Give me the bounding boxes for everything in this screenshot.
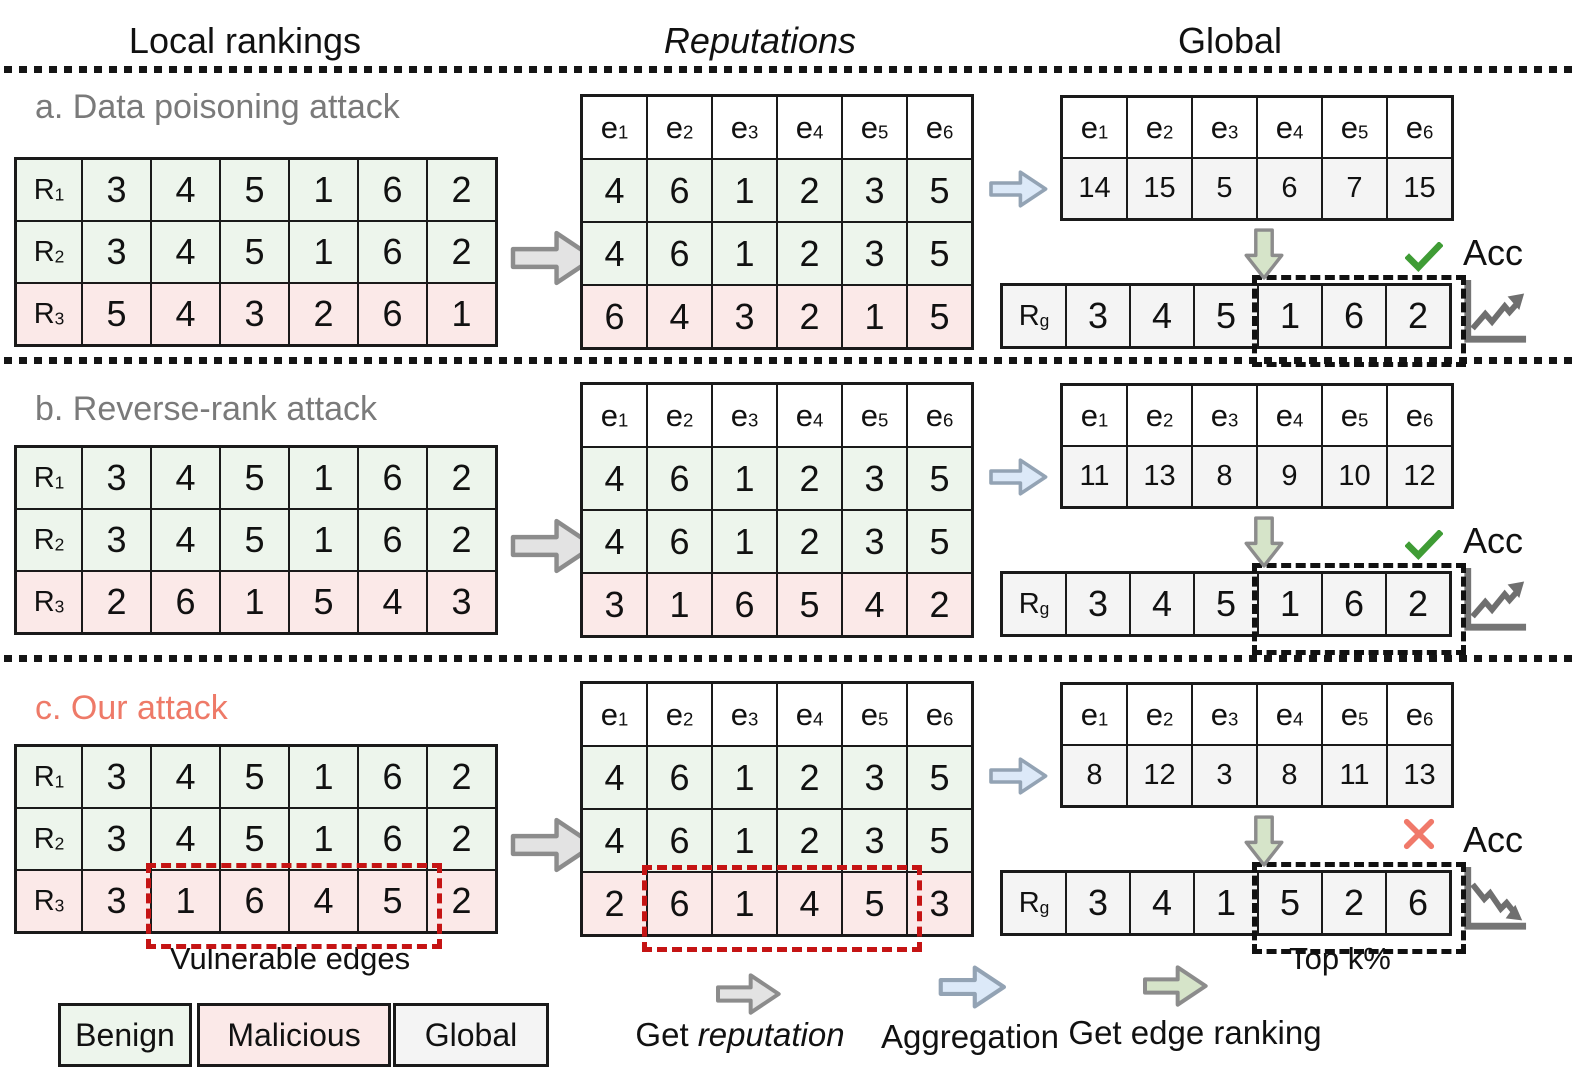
table-cell: e 3	[1193, 685, 1256, 744]
table-cell: 4	[778, 873, 841, 934]
column-title-reputations: Reputations	[663, 20, 857, 61]
table-cell: 6	[152, 572, 219, 632]
table-cell: 1	[290, 510, 357, 570]
check-icon	[1405, 530, 1443, 560]
table-cell: 5	[359, 871, 426, 931]
table-cell: e 2	[1128, 98, 1191, 157]
table-cell: 5	[221, 510, 288, 570]
table-cell: 1	[713, 160, 776, 221]
table-cell: 5	[908, 286, 971, 347]
table-cell: 8	[1258, 746, 1321, 805]
table-cell: 6	[1258, 159, 1321, 218]
table-cell: 2	[428, 448, 495, 508]
table-cell: 2	[428, 809, 495, 869]
table-cell: R 2	[17, 809, 81, 869]
get-edge-ranking-arrow-icon	[1242, 516, 1286, 568]
table-cell: 2	[428, 510, 495, 570]
table-cell: R 3	[17, 871, 81, 931]
table-cell: 5	[221, 809, 288, 869]
top-k-caption: Top k%	[1289, 941, 1391, 976]
table-cell: e 6	[908, 97, 971, 158]
local-rankings-table	[14, 157, 498, 347]
table-cell: R g	[1003, 873, 1065, 933]
table-cell: e 2	[648, 684, 711, 745]
table-cell: 3	[1193, 746, 1256, 805]
table-cell: 5	[1195, 286, 1257, 346]
table-cell: 3	[1067, 574, 1129, 634]
table-cell: e 6	[1388, 98, 1451, 157]
table-cell: 3	[843, 747, 906, 808]
table-cell: 4	[290, 871, 357, 931]
section-data-poisoning-attack	[0, 72, 1578, 372]
table-cell: 1	[290, 747, 357, 807]
table-cell: 4	[583, 511, 646, 572]
table-cell: R 1	[17, 747, 81, 807]
table-cell: 6	[648, 810, 711, 871]
table-cell: 2	[1387, 574, 1449, 634]
table-cell: 4	[152, 510, 219, 570]
table-cell: 3	[83, 160, 150, 220]
table-cell: 2	[428, 747, 495, 807]
table-cell: 2	[428, 222, 495, 282]
get-reputation-arrow-icon	[713, 970, 783, 1018]
table-cell: 1	[1259, 574, 1321, 634]
table-cell: 14	[1063, 159, 1126, 218]
table-cell: e 2	[648, 97, 711, 158]
table-cell: 5	[221, 448, 288, 508]
section-title: c. Our attack	[35, 689, 228, 727]
table-cell: e 6	[908, 684, 971, 745]
table-cell: 6	[359, 448, 426, 508]
reputations-table	[580, 382, 974, 638]
get-edge-ranking-arrow-icon	[1242, 228, 1286, 280]
table-cell: 3	[83, 222, 150, 282]
table-cell: 3	[908, 873, 971, 934]
table-cell: e 5	[1323, 685, 1386, 744]
table-cell: 1	[221, 572, 288, 632]
table-cell: 3	[843, 160, 906, 221]
table-cell: R 2	[17, 510, 81, 570]
table-cell: e 1	[1063, 685, 1126, 744]
accuracy-label: Acc	[1463, 819, 1524, 860]
vulnerable-edges-caption: Vulnerable edges	[169, 941, 411, 976]
table-cell: 1	[713, 511, 776, 572]
table-cell: 5	[908, 223, 971, 284]
aggregation-label: Aggregation	[881, 1018, 1059, 1055]
table-cell: 1	[290, 809, 357, 869]
table-cell: 5	[1195, 574, 1257, 634]
table-cell: e 5	[843, 97, 906, 158]
table-cell: 12	[1128, 746, 1191, 805]
table-cell: e 4	[1258, 685, 1321, 744]
table-cell: e 4	[778, 684, 841, 745]
table-cell: 4	[152, 284, 219, 344]
table-cell: e 3	[713, 385, 776, 446]
table-cell: 2	[778, 448, 841, 509]
table-cell: 4	[648, 286, 711, 347]
global-scores-table	[1060, 95, 1454, 221]
get-edge-ranking-label: Get edge ranking	[1068, 1014, 1322, 1051]
table-cell: 6	[1387, 873, 1449, 933]
table-cell: e 5	[843, 385, 906, 446]
table-cell: e 1	[1063, 98, 1126, 157]
aggregation-arrow-icon	[935, 962, 1009, 1012]
table-cell: 5	[843, 873, 906, 934]
table-cell: 15	[1128, 159, 1191, 218]
table-cell: 6	[1323, 286, 1385, 346]
table-cell: 3	[83, 747, 150, 807]
table-cell: 2	[778, 747, 841, 808]
table-cell: e 6	[1388, 685, 1451, 744]
table-cell: 4	[152, 809, 219, 869]
table-cell: e 1	[1063, 386, 1126, 445]
table-cell: e 3	[1193, 98, 1256, 157]
table-cell: 1	[428, 284, 495, 344]
table-cell: 4	[152, 160, 219, 220]
table-cell: e 2	[1128, 685, 1191, 744]
table-cell: 6	[359, 284, 426, 344]
aggregation-arrow-icon	[988, 752, 1048, 800]
section-reverse-rank-attack	[0, 360, 1578, 660]
table-cell: 2	[1387, 286, 1449, 346]
table-cell: 10	[1323, 447, 1386, 506]
table-cell: e 5	[1323, 386, 1386, 445]
table-cell: 6	[359, 160, 426, 220]
table-cell: 3	[843, 223, 906, 284]
table-cell: 5	[908, 160, 971, 221]
table-cell: 1	[713, 747, 776, 808]
table-cell: 4	[1131, 286, 1193, 346]
table-cell: e 5	[1323, 98, 1386, 157]
table-cell: 3	[713, 286, 776, 347]
table-cell: R 1	[17, 160, 81, 220]
check-icon	[1405, 242, 1443, 272]
table-cell: 3	[1067, 286, 1129, 346]
trend-down-icon	[1460, 865, 1528, 933]
local-rankings-table	[14, 445, 498, 635]
table-cell: 6	[359, 510, 426, 570]
table-cell: 6	[648, 160, 711, 221]
table-cell: 6	[359, 222, 426, 282]
table-cell: 1	[843, 286, 906, 347]
table-cell: 15	[1388, 159, 1451, 218]
section-title: a. Data poisoning attack	[35, 88, 400, 126]
table-cell: 6	[648, 511, 711, 572]
table-cell: 3	[1067, 873, 1129, 933]
table-cell: 1	[713, 873, 776, 934]
table-cell: 1	[290, 160, 357, 220]
legend-malicious: Malicious	[197, 1003, 391, 1067]
table-cell: 2	[778, 286, 841, 347]
global-scores-table	[1060, 383, 1454, 509]
table-cell: 6	[359, 809, 426, 869]
accuracy-label: Acc	[1463, 232, 1524, 273]
table-cell: 1	[1195, 873, 1257, 933]
table-cell: 4	[152, 222, 219, 282]
table-cell: 3	[83, 871, 150, 931]
table-cell: 2	[778, 511, 841, 572]
section-title: b. Reverse-rank attack	[35, 390, 378, 428]
table-cell: 5	[778, 574, 841, 635]
top-k-dashed-box	[1252, 563, 1466, 655]
table-cell: 3	[428, 572, 495, 632]
table-cell: 6	[1323, 574, 1385, 634]
table-cell: 3	[843, 810, 906, 871]
table-cell: 6	[648, 747, 711, 808]
table-cell: 8	[1063, 746, 1126, 805]
reputations-table	[580, 94, 974, 350]
table-cell: 4	[1131, 574, 1193, 634]
table-cell: 11	[1063, 447, 1126, 506]
table-cell: 6	[648, 873, 711, 934]
table-cell: e 5	[843, 684, 906, 745]
table-cell: 11	[1323, 746, 1386, 805]
table-cell: 1	[713, 448, 776, 509]
table-cell: 1	[290, 448, 357, 508]
table-cell: 6	[359, 747, 426, 807]
table-cell: e 3	[713, 97, 776, 158]
table-cell: e 2	[1128, 386, 1191, 445]
table-cell: R 2	[17, 222, 81, 282]
table-cell: e 1	[583, 385, 646, 446]
table-cell: R g	[1003, 574, 1065, 634]
table-cell: 2	[290, 284, 357, 344]
table-cell: 5	[908, 448, 971, 509]
get-edge-ranking-arrow-icon	[1141, 962, 1209, 1010]
table-cell: 6	[648, 448, 711, 509]
accuracy-label: Acc	[1463, 520, 1524, 561]
column-title-global: Global	[1177, 20, 1283, 61]
table-cell: 4	[583, 810, 646, 871]
table-cell: 6	[583, 286, 646, 347]
table-cell: 1	[648, 574, 711, 635]
table-cell: 1	[713, 223, 776, 284]
column-title-local-rankings: Local rankings	[128, 20, 362, 61]
table-cell: 4	[583, 223, 646, 284]
table-cell: 4	[1131, 873, 1193, 933]
trend-up-icon	[1460, 278, 1528, 346]
table-cell: 4	[583, 448, 646, 509]
table-cell: 4	[583, 747, 646, 808]
cross-icon	[1402, 817, 1436, 851]
trend-up-icon	[1460, 566, 1528, 634]
table-cell: 7	[1323, 159, 1386, 218]
table-cell: e 1	[583, 684, 646, 745]
table-cell: e 3	[1193, 386, 1256, 445]
get-reputation-label: Get reputation	[635, 1016, 845, 1053]
table-cell: R 1	[17, 448, 81, 508]
legend-global: Global	[393, 1003, 549, 1067]
table-cell: e 4	[1258, 98, 1321, 157]
table-cell: 5	[908, 810, 971, 871]
table-cell: 4	[843, 574, 906, 635]
table-cell: 2	[1323, 873, 1385, 933]
table-cell: 5	[221, 160, 288, 220]
table-cell: 1	[152, 871, 219, 931]
table-cell: 5	[290, 572, 357, 632]
table-cell: 5	[221, 222, 288, 282]
table-cell: 2	[908, 574, 971, 635]
table-cell: 2	[583, 873, 646, 934]
table-cell: 3	[843, 448, 906, 509]
table-cell: 12	[1388, 447, 1451, 506]
table-cell: 5	[908, 511, 971, 572]
table-cell: 2	[778, 810, 841, 871]
table-cell: 8	[1193, 447, 1256, 506]
vulnerable-edges-dashed-box-reputations	[642, 865, 922, 952]
table-cell: e 6	[908, 385, 971, 446]
table-cell: 3	[583, 574, 646, 635]
table-cell: 3	[83, 510, 150, 570]
top-k-dashed-box	[1252, 275, 1466, 367]
table-cell: 2	[778, 223, 841, 284]
table-cell: 6	[713, 574, 776, 635]
global-scores-table	[1060, 682, 1454, 808]
table-cell: 4	[583, 160, 646, 221]
table-cell: 6	[221, 871, 288, 931]
top-k-dashed-box	[1252, 862, 1466, 954]
table-cell: 3	[83, 448, 150, 508]
aggregation-arrow-icon	[988, 453, 1048, 501]
table-cell: R 3	[17, 284, 81, 344]
table-cell: e 4	[778, 385, 841, 446]
table-cell: 3	[221, 284, 288, 344]
table-cell: 5	[221, 747, 288, 807]
table-cell: 6	[648, 223, 711, 284]
aggregation-arrow-icon	[988, 165, 1048, 213]
table-cell: 2	[778, 160, 841, 221]
table-cell: e 6	[1388, 386, 1451, 445]
table-cell: 9	[1258, 447, 1321, 506]
table-cell: 1	[1259, 286, 1321, 346]
table-cell: 13	[1128, 447, 1191, 506]
table-cell: e 2	[648, 385, 711, 446]
table-cell: R g	[1003, 286, 1065, 346]
vulnerable-edges-dashed-box-local	[146, 863, 442, 949]
table-cell: 1	[290, 222, 357, 282]
table-cell: e 4	[778, 97, 841, 158]
legend-benign: Benign	[58, 1003, 192, 1067]
table-cell: 5	[1259, 873, 1321, 933]
table-cell: 3	[83, 809, 150, 869]
table-cell: 5	[83, 284, 150, 344]
table-cell: 5	[908, 747, 971, 808]
table-cell: e 1	[583, 97, 646, 158]
table-cell: e 3	[713, 684, 776, 745]
table-cell: 1	[713, 810, 776, 871]
table-cell: 2	[428, 871, 495, 931]
table-cell: e 4	[1258, 386, 1321, 445]
table-cell: R 3	[17, 572, 81, 632]
table-cell: 4	[359, 572, 426, 632]
table-cell: 3	[843, 511, 906, 572]
table-cell: 2	[428, 160, 495, 220]
table-cell: 4	[152, 747, 219, 807]
get-edge-ranking-arrow-icon	[1242, 815, 1286, 867]
table-cell: 5	[1193, 159, 1256, 218]
table-cell: 2	[83, 572, 150, 632]
table-cell: 13	[1388, 746, 1451, 805]
table-cell: 4	[152, 448, 219, 508]
